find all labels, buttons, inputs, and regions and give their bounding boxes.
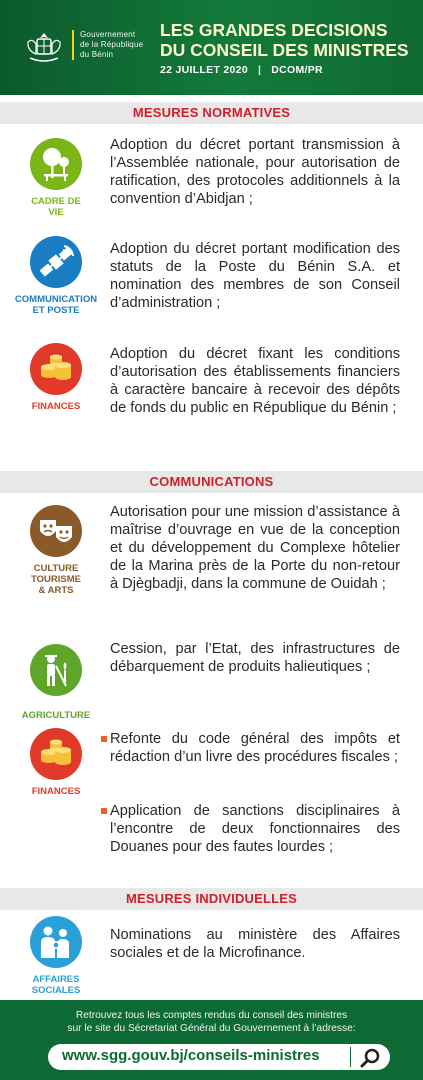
title-line-2: DU CONSEIL DES MINISTRES [160,40,409,60]
category-badge [8,138,104,218]
category-label-line: FINANCES [31,401,81,412]
decision-item [0,345,423,457]
government-label [72,30,152,60]
section-individuelles [0,888,423,910]
coins-icon [30,343,82,395]
section-title: MESURES NORMATIVES [132,105,291,120]
category-label-line: COMMUNICATION [14,294,98,305]
category-label-line: SOCIALES [31,985,81,996]
category-label-line: AFFAIRES [32,974,80,985]
decision-text: Refonte du code général des impôts et rédaction d’un livre des procédures fiscales ; [110,731,400,765]
header-banner [0,0,423,95]
decision-text: Adoption du décret portant transmission à l’Assemblée nationale, pour autorisation de ratification, des protocoles additionnels à la convention d’Abidjan ; [110,137,400,207]
farmer-icon [30,644,82,696]
category-label [8,710,104,721]
coins-icon [30,728,82,780]
footer-text [0,1000,423,1035]
title-line-1: LES GRANDES DECISIONS [160,20,388,40]
category-label-line: ET POSTE [32,305,80,316]
decision-item [0,916,423,996]
footer-line-2: sur le site du Sécretariat Général du Gouvernement à l’adresse: [67,1023,356,1034]
decision-text: Nominations au ministère des Affaires sociales et de la Microfinance. [110,927,400,961]
category-badge [8,236,104,316]
decision-text: Application de sanctions disciplinaires à l’encontre de deux fonctionnaires des Douanes pour des fautes lourdes ; [110,803,400,855]
url-bar[interactable] [48,1044,390,1070]
bullet-marker [101,808,107,814]
gov-line-2: de la République [80,40,144,49]
decision-text: Cession, par l’Etat, des infrastructures de débarquement de produits halieutiques ; [110,641,400,675]
coat-of-arms-icon [24,30,64,66]
decision-text: Adoption du décret portant modification des statuts de la Poste du Bénin S.A. et nomination des membres de son Conseil d’administration ; [110,241,400,311]
category-badge [8,505,104,596]
decision-item [0,238,423,338]
gov-line-1: Gouvernement [80,30,136,39]
footer [0,1000,423,1080]
decision-text: Adoption du décret fixant les conditions d’autorisation des établissements financiers à caractère bancaire à recevoir des dépôts de fonds du public en République du Bénin ; [110,346,400,416]
category-label-line: CULTURE [33,563,79,574]
theatre-masks-icon [30,505,82,557]
category-label-line: VIE [48,207,64,218]
page-title [160,20,420,60]
category-label-line: & ARTS [38,585,74,596]
search-icon[interactable] [356,1046,386,1068]
category-label-line: AGRICULTURE [21,710,91,721]
section-normatives [0,102,423,124]
decision-item [0,730,423,860]
satellite-icon [30,236,82,288]
date-label: 22 JUILLET 2020 [160,64,248,76]
section-communications [0,471,423,493]
category-badge [8,644,104,721]
decision-item [0,640,423,720]
category-label [8,974,104,996]
category-label-line: FINANCES [31,786,81,797]
category-label [8,401,104,412]
tree-bench-icon [30,138,82,190]
category-badge [8,728,104,797]
decision-text: Autorisation pour une mission d’assistance à maîtrise d’ouvrage en vue de la conception et du développement du Complexe hôtelier de la Marina près de la Porte du non-retour à Djègbadji, dans la commune de Ouidah ; [110,504,400,592]
source-label: DCOM/PR [271,64,323,76]
section-title: COMMUNICATIONS [149,474,274,489]
category-label [8,196,104,218]
category-label-line: TOURISME [31,574,81,585]
category-label [8,563,104,596]
category-label-line: CADRE DE [31,196,81,207]
family-icon [30,916,82,968]
category-label [8,294,104,316]
bullet-marker [101,736,107,742]
category-label [8,786,104,797]
gov-line-3: du Bénin [80,50,114,59]
header-meta [160,64,323,76]
category-badge [8,343,104,412]
meta-separator: | [257,64,262,76]
section-title: MESURES INDIVIDUELLES [125,891,298,906]
url-divider [350,1047,351,1067]
decision-item [0,503,423,633]
footer-line-1: Retrouvez tous les comptes rendus du conseil des ministres [75,1010,348,1021]
decision-item [0,136,423,236]
url-link[interactable]: www.sgg.gouv.bj/conseils-ministres [62,1047,320,1064]
category-badge [8,916,104,996]
